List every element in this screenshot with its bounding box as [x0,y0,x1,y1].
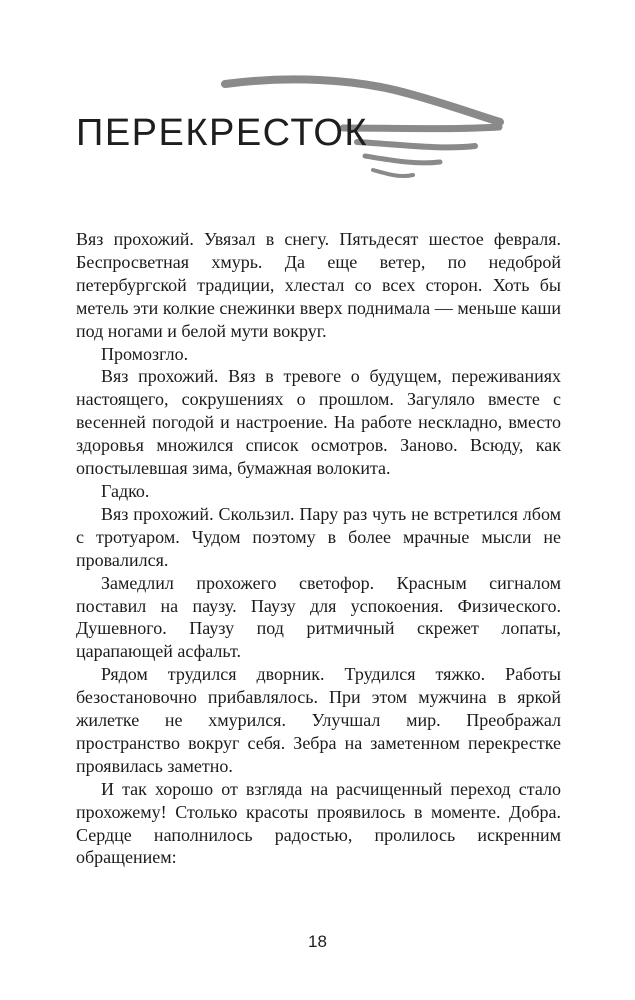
page-number: 18 [308,932,327,951]
paragraph: Вяз прохожий. Скользил. Пару раз чуть не встретился лбом с тротуаром. Чудом поэтому в более мрачные мысли не провалился. [76,503,561,570]
paragraph: Замедлил прохожего светофор. Красным сигналом поставил на паузу. Паузу для успокоения. Физического. Душевного. Паузу под ритмичный скрежет лопаты, царапающей асфальт. [76,572,561,662]
chapter-body [76,228,561,869]
paragraph: Вяз прохожий. Вяз в тревоге о будущем, переживаниях настоящего, сокрушениях о прошлом. Загуляло вместе с весенней погодой и настроение. На работе нескладно, вместо здоровья множился список осмотров. Заново. Всюду, как опостылевшая зима, бумажная волокита. [76,366,561,479]
paragraph: Промозгло. [101,343,189,364]
paragraph: И так хорошо от взгляда на расчищенный переход стало прохожему! Столько красоты проявилось в моменте. Добра. Сердце наполнилось радостью, пролилось искренним обращением: [76,778,561,868]
paragraph: Рядом трудился дворник. Трудился тяжко. Работы безостановочно прибавлялось. При этом мужчина в яркой жилетке не хмурился. Улучшал мир. Преображал пространство вокруг себя. Зебра на заметенном перекрестке проявилась заметно. [76,664,561,776]
paragraph: Гадко. [101,480,150,501]
paragraph: Вяз прохожий. Увязал в снегу. Пятьдесят шестое февраля. Беспросветная хмурь. Да еще ветер, по недоброй петербургской традиции, хлестал со всех сторон. Хоть бы метель эти колкие снежинки вверх поднимала — меньше каши под ногами и белой мути вокруг. [76,229,561,341]
chapter-header [0,0,635,200]
chapter-title: ПЕРЕКРЕСТОК [76,112,369,154]
